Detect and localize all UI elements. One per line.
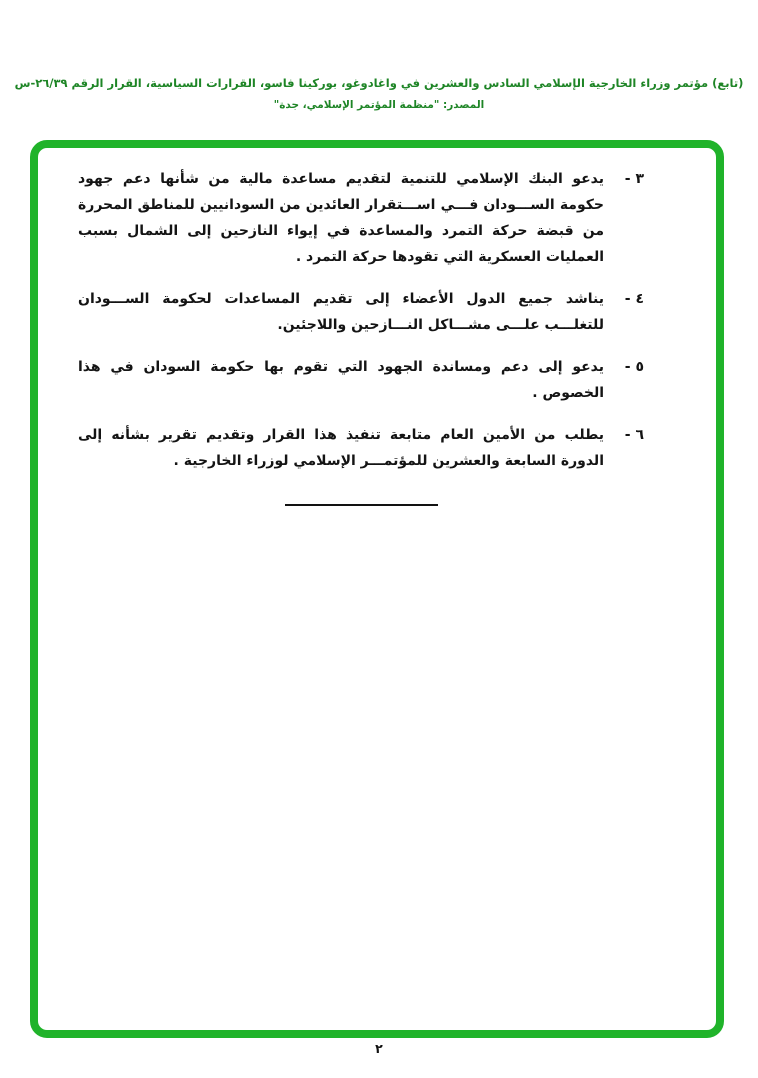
clause-text bbox=[78, 286, 604, 338]
clause-text-rest: جميع الدول الأعضاء إلى تقديم المساعدات لحكومة الســـودان للتغلـــب علـــى مشـــاكل النـــازحين واللاجئين. bbox=[78, 291, 604, 333]
resolution-clause bbox=[78, 422, 644, 474]
clause-number: ٤ - bbox=[624, 291, 644, 307]
clause-text-rest: البنك الإسلامي للتنمية لتقديم مساعدة مالية من شأنها دعم جهود حكومة الســـودان فـــي اســـتقرار العائدين من السودانيين للمناطق المحررة من قبضة حركة التمرد والمساعدة في إيواء النازحين إلى الشمال بسبب العمليات العسكرية التي تقودها حركة التمرد . bbox=[78, 171, 604, 265]
clause-text bbox=[78, 166, 604, 270]
clauses bbox=[78, 166, 644, 474]
clause-number: ٥ - bbox=[624, 359, 644, 375]
clause-text-rest: إلى دعم ومساندة الجهود التي تقوم بها حكومة السودان في هذا الخصوص . bbox=[78, 359, 604, 401]
resolution-clause bbox=[78, 354, 644, 406]
clause-text-rest: من الأمين العام متابعة تنفيذ هذا القرار وتقديم تقرير بشأنه إلى الدورة السابعة والعشرين للمؤتمـــر الإسلامي لوزراء الخارجية . bbox=[78, 427, 604, 469]
clause-verb: يطلب bbox=[564, 427, 604, 443]
clause-verb: يدعو bbox=[572, 171, 604, 187]
page-number: ٢ bbox=[375, 1041, 383, 1056]
resolution-clause bbox=[78, 286, 644, 338]
clause-number: ٣ - bbox=[624, 171, 644, 187]
header-title: (تابع) مؤتمر وزراء الخارجية الإسلامي السادس والعشرين في واغادوغو، بوركينا فاسو، القرارات السياسية، القرار الرقم ٢٦/٣٩-س bbox=[14, 76, 744, 90]
document-header bbox=[0, 76, 758, 111]
section-divider bbox=[285, 504, 438, 506]
resolution-clause bbox=[78, 166, 644, 270]
clause-number: ٦ - bbox=[624, 427, 644, 443]
header-source: المصدر: "منظمة المؤتمر الإسلامي، جدة" bbox=[273, 99, 485, 111]
clause-text bbox=[78, 422, 604, 474]
clause-verb: يدعو bbox=[572, 359, 604, 375]
content-frame bbox=[30, 140, 724, 1038]
clause-text bbox=[78, 354, 604, 406]
clause-verb: يناشد bbox=[565, 291, 604, 307]
